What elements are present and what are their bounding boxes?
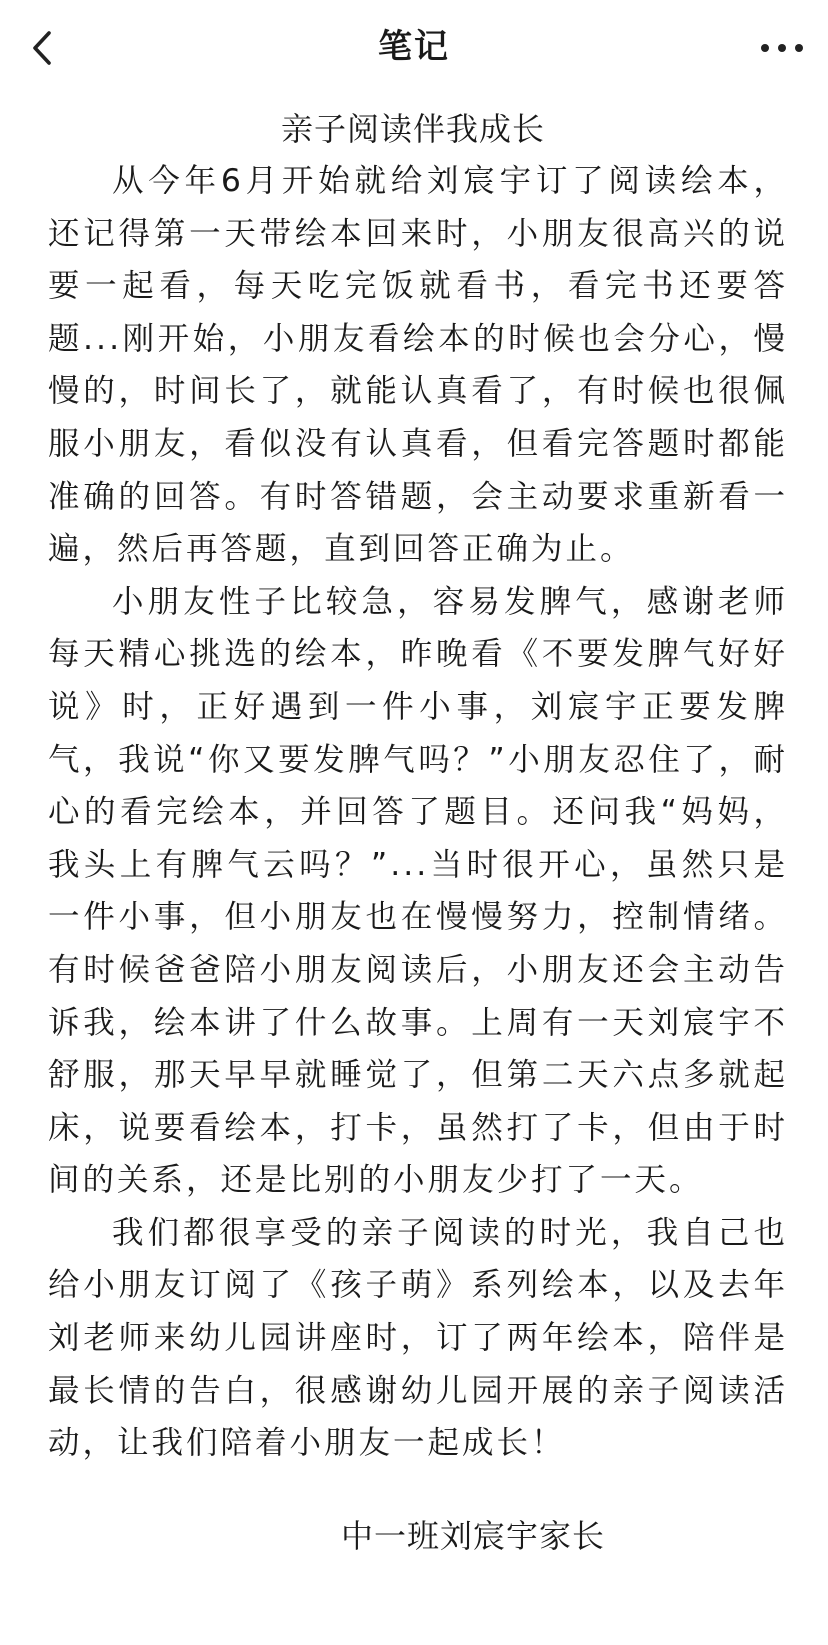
more-horizontal-icon: [758, 28, 806, 68]
note-content: [48, 103, 788, 1470]
note-paragraph: 我们都很享受的亲子阅读的时光，我自己也给小朋友订阅了《孩子萌》系列绘本，以及去年刘老师来幼儿园讲座时，订了两年绘本，陪伴是最长情的告白，很感谢幼儿园开展的亲子阅读活动，让我们陪着小朋友一起成长！: [48, 1214, 788, 1462]
note-paragraph: 从今年6月开始就给刘宸宇订了阅读绘本，还记得第一天带绘本回来时，小朋友很高兴的说要一起看，每天吃完饭就看书，看完书还要答题...刚开始，小朋友看绘本的时候也会分心，慢慢的，时间长了，就能认真看了，有时候也很佩服小朋友，看似没有认真看，但看完答题时都能准确的回答。有时答错题，会主动要求重新看一遍，然后再答题，直到回答正确为止。: [48, 163, 788, 568]
note-signature: 中一班刘宸宇家长: [341, 1517, 606, 1555]
page-title: 笔记: [378, 27, 450, 67]
note-paragraph: 小朋友性子比较急，容易发脾气，感谢老师每天精心挑选的绘本，昨晚看《不要发脾气好好说》时，正好遇到一件小事，刘宸宇正要发脾气，我说“你又要发脾气吗？”小朋友忍住了，耐心的看完绘本，并回答了题目。还问我“妈妈，我头上有脾气云吗？”...当时很开心，虽然只是一件小事，但小朋友也在慢慢努力，控制情绪。有时候爸爸陪小朋友阅读后，小朋友还会主动告诉我，绘本讲了什么故事。上周有一天刘宸宇不舒服，那天早早就睡觉了，但第二天六点多就起床，说要看绘本，打卡，虽然打了卡，但由于时间的关系，还是比别的小朋友少打了一天。: [48, 583, 788, 1199]
more-options-button[interactable]: [758, 28, 806, 68]
note-title: 亲子阅读伴我成长: [280, 110, 545, 148]
navigation-bar: [0, 0, 828, 96]
